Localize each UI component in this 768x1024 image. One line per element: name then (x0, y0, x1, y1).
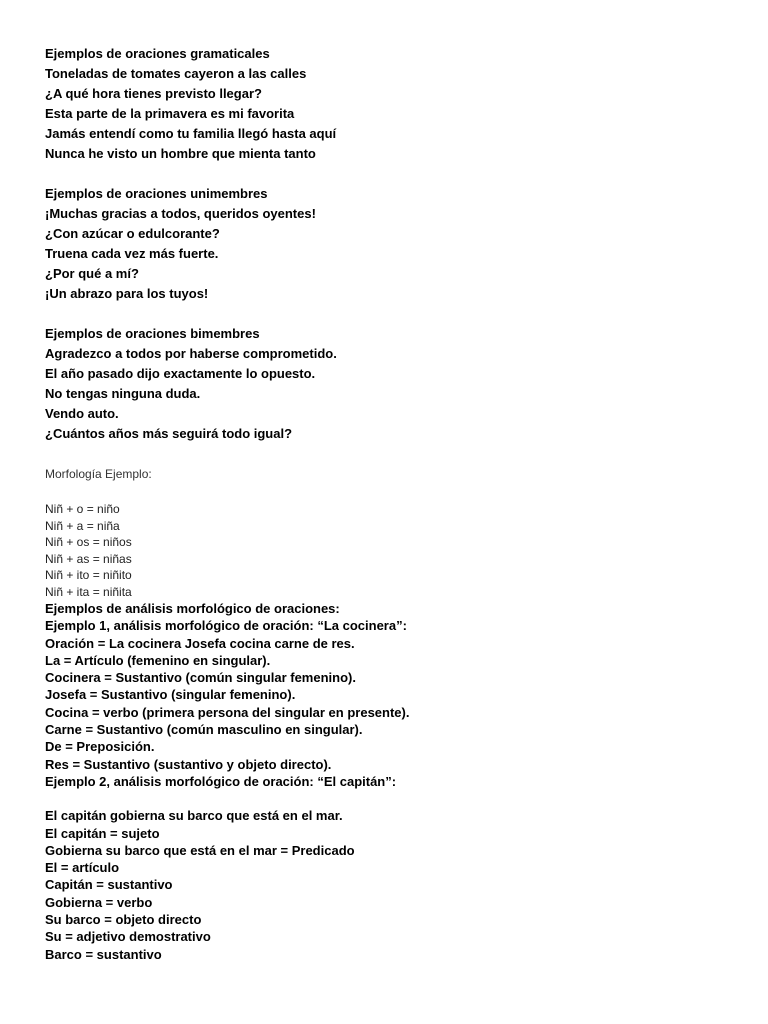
example-line: ¿Por qué a mí? (45, 266, 139, 281)
analysis-line: Josefa = Sustantivo (singular femenino). (45, 687, 296, 703)
analysis-line: De = Preposición. (45, 739, 155, 755)
section-oraciones-bimembres (45, 324, 745, 444)
analysis-line: La = Artículo (femenino en singular). (45, 652, 271, 668)
analysis-line: Ejemplo 1, análisis morfológico de oración: “La cocinera”: (45, 618, 407, 634)
analysis-line: Gobierna su barco que está en el mar = Predicado (45, 842, 355, 858)
section-heading: Ejemplos de análisis morfológico de oraciones: (45, 601, 340, 616)
analysis-line: El = artículo (45, 860, 120, 876)
section-oraciones-gramaticales (45, 44, 745, 164)
example-line: El año pasado dijo exactamente lo opuesto. (45, 366, 316, 381)
morphology-line: Niñ + a = niña (45, 518, 120, 533)
spacer (45, 444, 745, 464)
analysis-line: Su barco = objeto directo (45, 912, 202, 928)
analysis-line: Ejemplo 2, análisis morfológico de oración: “El capitán”: (45, 773, 397, 789)
analysis-line: Capitán = sustantivo (45, 877, 173, 893)
example-line: Jamás entendí como tu familia llegó hasta aquí (45, 126, 337, 141)
morphology-line: Niñ + ito = niñito (45, 568, 132, 582)
section-heading: Ejemplos de oraciones bimembres (45, 326, 260, 341)
section-morfologia-ejemplo (45, 464, 745, 600)
analysis-line: Barco = sustantivo (45, 946, 162, 962)
morphology-line: Niñ + os = niños (45, 535, 132, 549)
spacer (45, 304, 745, 324)
example-line: ¡Un abrazo para los tuyos! (45, 286, 209, 301)
morphology-line: Niñ + o = niño (45, 502, 120, 516)
section-heading: Morfología Ejemplo: (45, 467, 152, 481)
spacer (45, 484, 745, 501)
example-line: Nunca he visto un hombre que mienta tanto (45, 146, 316, 161)
example-line: No tengas ninguna duda. (45, 386, 201, 401)
section-analisis-morfologico (45, 600, 745, 790)
analysis-line: Gobierna = verbo (45, 894, 153, 910)
analysis-line: Oración = La cocinera Josefa cocina carne de res. (45, 635, 355, 651)
section-heading: Ejemplos de oraciones unimembres (45, 186, 268, 201)
analysis-line: El capitán gobierna su barco que está en el mar. (45, 808, 343, 824)
morphology-line: Niñ + ita = niñita (45, 584, 132, 599)
example-line: Truena cada vez más fuerte. (45, 246, 219, 261)
document-page (45, 44, 745, 963)
example-line: Toneladas de tomates cayeron a las calles (45, 66, 307, 81)
analysis-line: Carne = Sustantivo (común masculino en singular). (45, 722, 363, 738)
section-oraciones-unimembres (45, 184, 745, 304)
example-line: Esta parte de la primavera es mi favorita (45, 106, 295, 121)
analysis-line: Res = Sustantivo (sustantivo y objeto directo). (45, 756, 332, 772)
example-line: ¿Cuántos años más seguirá todo igual? (45, 426, 293, 441)
spacer (45, 164, 745, 184)
section-heading: Ejemplos de oraciones gramaticales (45, 46, 270, 61)
analysis-line: Cocina = verbo (primera persona del singular en presente). (45, 704, 410, 720)
analysis-line: Cocinera = Sustantivo (común singular femenino). (45, 670, 356, 686)
example-line: ¿Con azúcar o edulcorante? (45, 226, 220, 241)
example-line: ¿A qué hora tienes previsto llegar? (45, 86, 262, 101)
analysis-line: El capitán = sujeto (45, 825, 160, 841)
example-line: Agradezco a todos por haberse comprometido. (45, 346, 337, 361)
analysis-line: Su = adjetivo demostrativo (45, 929, 211, 945)
section-el-capitan (45, 807, 745, 963)
spacer (45, 790, 745, 807)
example-line: Vendo auto. (45, 406, 119, 421)
example-line: ¡Muchas gracias a todos, queridos oyentes! (45, 206, 316, 221)
morphology-line: Niñ + as = niñas (45, 551, 132, 566)
